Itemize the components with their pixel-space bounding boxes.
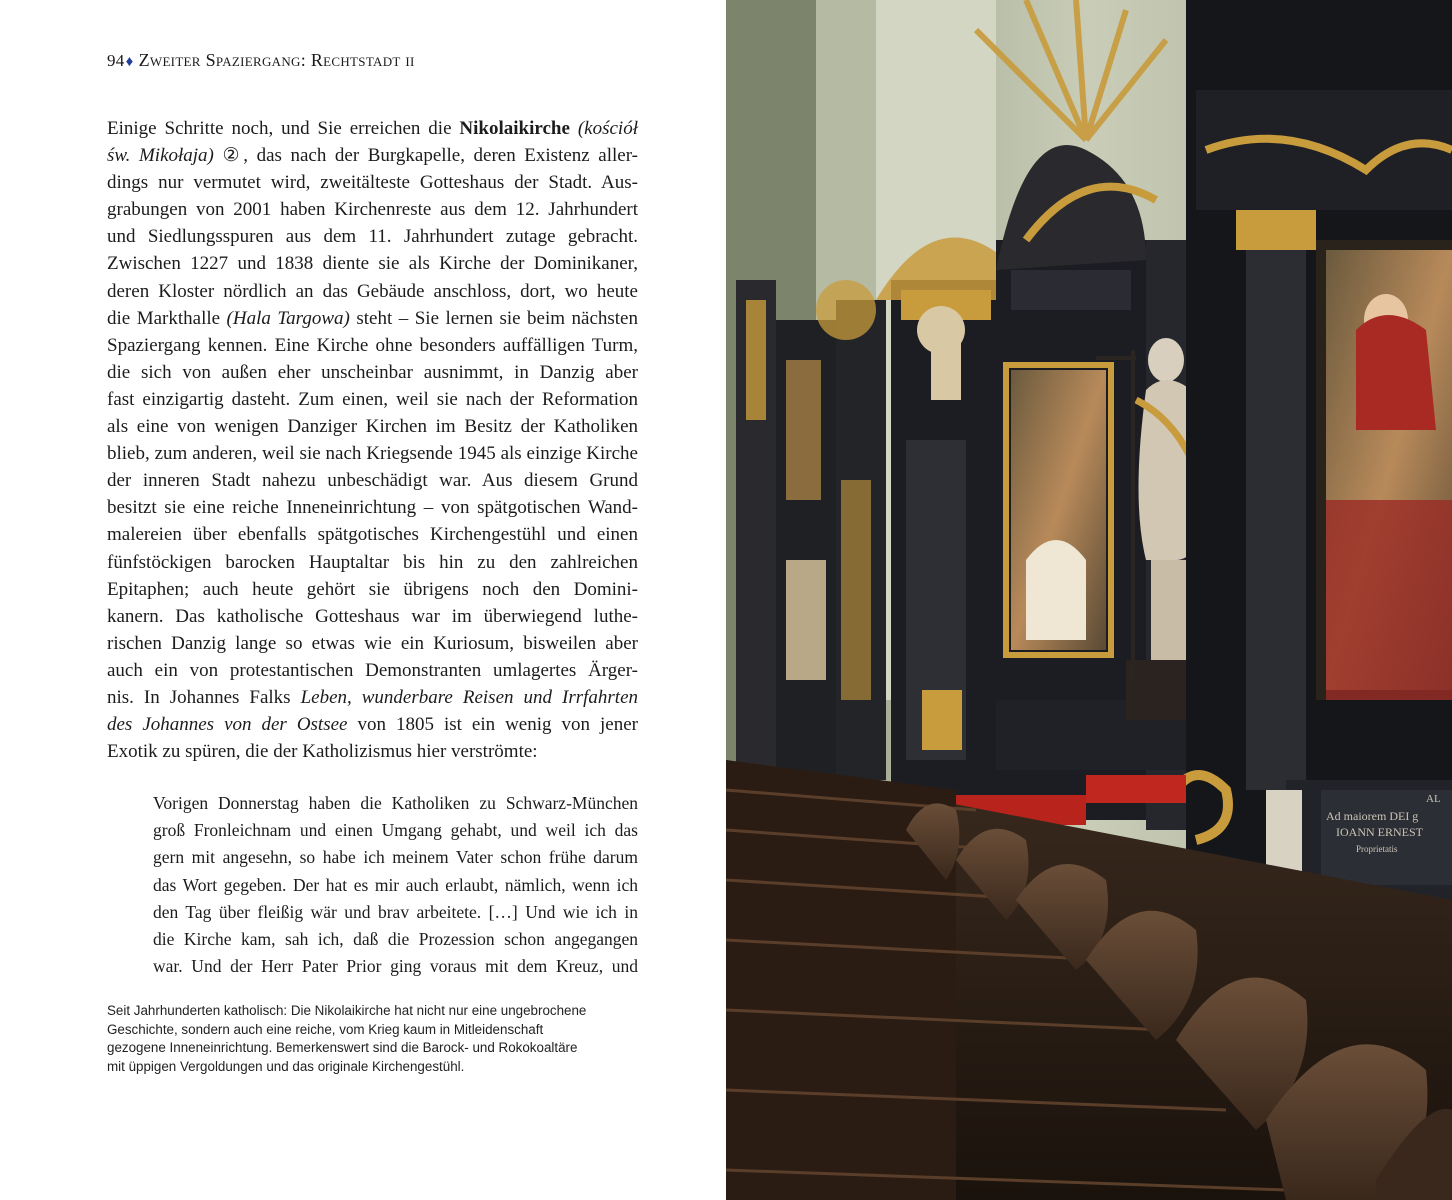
text-line: besitzt sie eine reiche Inneneinrichtung – von spätgotischen Wand- — [107, 497, 638, 519]
photo-caption — [107, 1002, 638, 1076]
distant-altars — [736, 280, 886, 800]
text-line: der inneren Stadt nahezu unbeschädigt war. Aus diesem Grund — [107, 470, 638, 492]
text-line: die sich von außen eher unscheinbar ausnimmt, in Danzig aber — [107, 361, 638, 383]
caption-line: Geschichte, sondern auch eine reiche, vom Krieg kaum in Mitleidenschaft — [107, 1021, 544, 1037]
plaque-line: Ad maiorem DEI g — [1326, 809, 1419, 823]
text-line: Exotik zu spüren, die der Katholizismus hier verströmte: — [107, 741, 538, 763]
quote-line: den Tag über fleißig wär und brav arbeitete. […] Und wie ich in — [153, 901, 638, 922]
text-line: Einige Schritte noch, und Sie erreichen die Nikolaikirche (kościół — [107, 118, 638, 139]
text-line: fast einzigartig dasteht. Zum einen, weil sie nach der Reformation — [107, 388, 638, 410]
text-line: św. Mikołaja) ②, das nach der Burgkapelle, deren Existenz aller- — [107, 145, 638, 167]
body-text — [107, 115, 638, 765]
text-line: Zwischen 1227 und 1838 diente sie als Kirche der Dominikaner, — [107, 253, 638, 275]
block-quote — [153, 790, 638, 980]
text-line: grabungen von 2001 haben Kirchenreste aus dem 12. Jahrhundert — [107, 199, 638, 221]
church-interior-illustration — [726, 0, 1452, 1200]
text-line: und Siedlungsspuren aus dem 11. Jahrhundert zutage gebracht. — [107, 226, 638, 248]
caption-line: mit üppigen Vergoldungen und das originale Kirchengestühl. — [107, 1058, 465, 1074]
chapter-title: Zweiter Spaziergang: Rechtstadt ii — [138, 50, 415, 70]
quote-line: war. Und der Herr Pater Prior ging voraus mit dem Kreuz, und — [153, 956, 638, 977]
quote-line: gern mit angesehn, so habe ich meinem Vater schon frühe darum — [153, 847, 638, 868]
text-line: kanern. Das katholische Gotteshaus war im überwiegend luthe- — [107, 605, 638, 627]
plaque-line: AL — [1426, 793, 1441, 805]
running-head — [107, 50, 415, 71]
text-line: blieb, zum anderen, weil sie nach Kriegsende 1945 als einzige Kirche — [107, 443, 638, 465]
text-line: die Markthalle (Hala Targowa) steht – Sie lernen sie beim nächsten — [107, 307, 638, 329]
diamond-icon: ♦ — [125, 54, 134, 70]
text-line: auch ein von protestantischen Demonstranten umlagertes Ärger- — [107, 659, 638, 681]
map-marker-2: ② — [222, 145, 244, 167]
text-line: rischen Danzig lange so etwas wie ein Kuriosum, bisweilen aber — [107, 632, 638, 654]
text-line: dings nur vermutet wird, zweitälteste Gotteshaus der Stadt. Aus- — [107, 172, 638, 194]
text-line: als eine von wenigen Danziger Kirchen im Besitz der Katholiken — [107, 416, 638, 438]
text-line: des Johannes von der Ostsee von 1805 ist ein wenig von jener — [107, 714, 638, 736]
highlight-nikolaikirche: Nikolaikirche — [459, 118, 570, 139]
church-interior-photo — [726, 0, 1452, 1200]
quote-line: das Wort gegeben. Der hat es mir auch erlaubt, nämlich, wenn ich — [153, 874, 638, 895]
text-line: fünfstöckigen barocken Hauptaltar bis hin zu den zahlreichen — [107, 551, 638, 573]
quote-line: die Kirche kam, sah ich, daß die Prozession schon angegangen — [153, 929, 638, 950]
plaque-line: Proprietatis — [1356, 844, 1398, 854]
text-line: deren Kloster nördlich an das Gebäude anschloss, dort, wo heute — [107, 280, 638, 302]
caption-line: gezogene Inneneinrichtung. Bemerkenswert sind die Barock- und Rokokoaltäre — [107, 1040, 578, 1056]
quote-line: Vorigen Donnerstag haben die Katholiken zu Schwarz-München — [153, 793, 638, 813]
page-number: 94 — [107, 51, 125, 70]
text-line: Epitaphen; auch heute gehört sie übrigens noch den Domini- — [107, 578, 638, 600]
caption-line: Seit Jahrhunderten katholisch: Die Nikolaikirche hat nicht nur eine ungebrochene — [107, 1003, 587, 1018]
text-line: nis. In Johannes Falks Leben, wunderbare Reisen und Irrfahrten — [107, 686, 638, 708]
text-line: malereien über ebenfalls spätgotisches Kirchengestühl und einen — [107, 524, 638, 546]
middle-altar — [876, 238, 1006, 801]
plaque-line: IOANN ERNEST — [1336, 825, 1423, 839]
text-line: Spaziergang kennen. Eine Kirche ohne besonders auffälligen Turm, — [107, 334, 638, 356]
quote-line: groß Fronleichnam und einen Umgang gehabt, und weil ich das — [153, 820, 638, 841]
